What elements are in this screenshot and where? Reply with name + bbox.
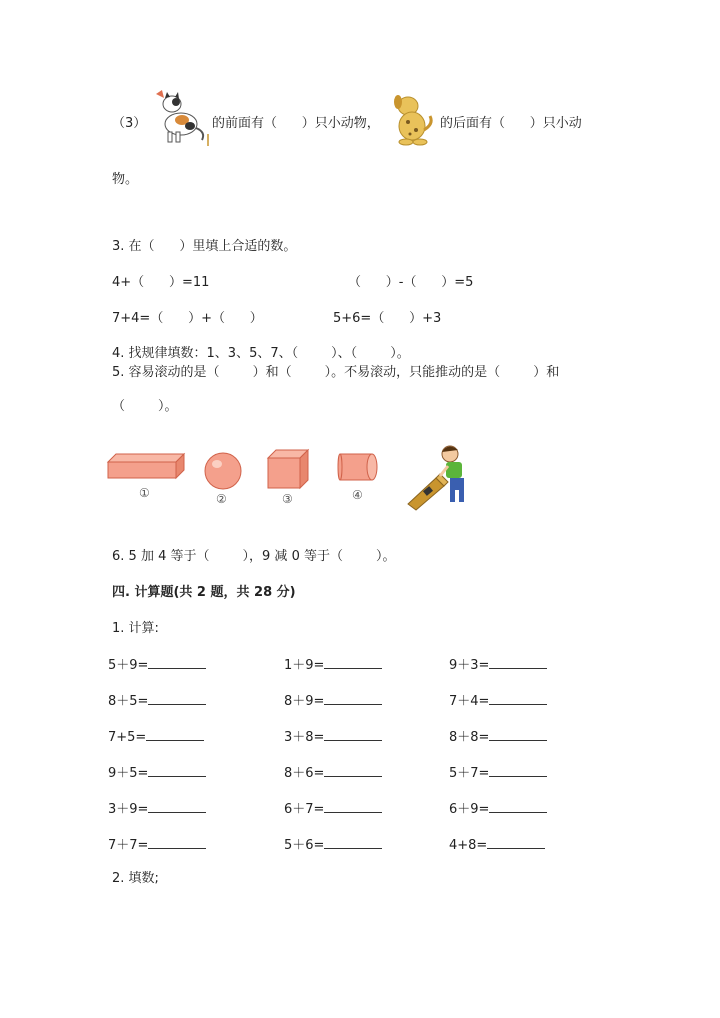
answer-blank[interactable]: [324, 728, 382, 741]
calc-item: [284, 764, 382, 782]
q3-tail-text: 的后面有（ ）只小动: [440, 116, 582, 131]
calc-expression: 8＋6=: [284, 766, 325, 781]
calc-expression: 5＋9=: [108, 658, 149, 673]
answer-blank[interactable]: [324, 692, 382, 705]
cube-shape: [268, 450, 310, 490]
calc-expression: 8＋8=: [449, 730, 490, 745]
calc-expression: 5＋7=: [449, 766, 490, 781]
calc-expression: 9＋3=: [449, 658, 490, 673]
calc-item: [108, 692, 206, 710]
q4-pattern: 4. 找规律填数：1、3、5、7、（ ）、（ ）。: [112, 346, 410, 361]
calc-expression: 8＋5=: [108, 694, 149, 709]
answer-blank[interactable]: [324, 800, 382, 813]
answer-blank[interactable]: [148, 800, 206, 813]
calc-expression: 7＋7=: [108, 838, 149, 853]
answer-blank[interactable]: [324, 656, 382, 669]
calc-item: [284, 692, 382, 710]
calc-item: [108, 656, 206, 674]
calc-expression: 7+5=: [108, 730, 147, 745]
answer-blank[interactable]: [489, 764, 547, 777]
sphere-shape: [204, 452, 242, 490]
calc-item: [108, 800, 206, 818]
fill-row1-left: 4+（ ）=11: [112, 275, 210, 290]
dog-illustration: [388, 94, 436, 146]
shape-label-1: ①: [139, 486, 150, 500]
calc-item: [284, 800, 382, 818]
calc-item: [449, 728, 547, 746]
answer-blank[interactable]: [489, 656, 547, 669]
calc-expression: 1＋9=: [284, 658, 325, 673]
answer-blank[interactable]: [324, 836, 382, 849]
answer-blank[interactable]: [489, 800, 547, 813]
cylinder-shape: [338, 452, 380, 482]
fill-row2-right: 5+6=（ ）+3: [333, 311, 442, 326]
calc-item: [108, 728, 204, 746]
calc-expression: 6＋9=: [449, 802, 490, 817]
fill-subtitle: 2. 填数;: [112, 871, 159, 886]
shape-label-3: ③: [282, 492, 293, 506]
q3-middle-text: 的前面有（ ）只小动物，: [212, 116, 380, 131]
shape-label-4: ④: [352, 488, 363, 502]
q3-wrap-text: 物。: [112, 172, 139, 187]
fill-row2-left: 7+4=（ ）+（ ）: [112, 311, 263, 326]
calc-item: [449, 836, 545, 854]
calc-expression: 6＋7=: [284, 802, 325, 817]
shape-label-2: ②: [216, 492, 227, 506]
calc-expression: 4+8=: [449, 838, 488, 853]
calc-item: [284, 836, 382, 854]
calc-item: [108, 764, 206, 782]
answer-blank[interactable]: [487, 836, 545, 849]
section4-title: 四. 计算题(共 2 题，共 28 分): [112, 585, 296, 600]
calc-expression: 3＋8=: [284, 730, 325, 745]
answer-blank[interactable]: [148, 656, 206, 669]
calc-item: [284, 656, 382, 674]
calc-expression: 9＋5=: [108, 766, 149, 781]
calc-expression: 8＋9=: [284, 694, 325, 709]
answer-blank[interactable]: [148, 692, 206, 705]
answer-blank[interactable]: [146, 728, 204, 741]
calc-subtitle: 1. 计算:: [112, 621, 159, 636]
answer-blank[interactable]: [324, 764, 382, 777]
answer-blank[interactable]: [148, 836, 206, 849]
calc-expression: 5＋6=: [284, 838, 325, 853]
calc-item: [108, 836, 206, 854]
calc-item: [284, 728, 382, 746]
cat-illustration: [148, 88, 210, 146]
calc-expression: 7＋4=: [449, 694, 490, 709]
cuboid-shape: [108, 454, 186, 480]
q5-line2: （ ）。: [112, 399, 178, 414]
fill-row1-right: （ ）-（ ）=5: [348, 275, 474, 290]
calc-item: [449, 692, 547, 710]
q6-text: 6. 5 加 4 等于（ ），9 减 0 等于（ ）。: [112, 549, 396, 564]
q5-line1: 5. 容易滚动的是（ ）和（ ）。不易滚动，只能推动的是（ ）和: [112, 365, 560, 380]
q3-fill-title: 3. 在（ ）里填上合适的数。: [112, 239, 297, 254]
calc-item: [449, 764, 547, 782]
answer-blank[interactable]: [148, 764, 206, 777]
boy-pushing-board-illustration: [404, 442, 478, 510]
answer-blank[interactable]: [489, 728, 547, 741]
answer-blank[interactable]: [489, 692, 547, 705]
calc-item: [449, 800, 547, 818]
calc-item: [449, 656, 547, 674]
q3-prefix: （3）: [112, 116, 147, 131]
calc-expression: 3＋9=: [108, 802, 149, 817]
